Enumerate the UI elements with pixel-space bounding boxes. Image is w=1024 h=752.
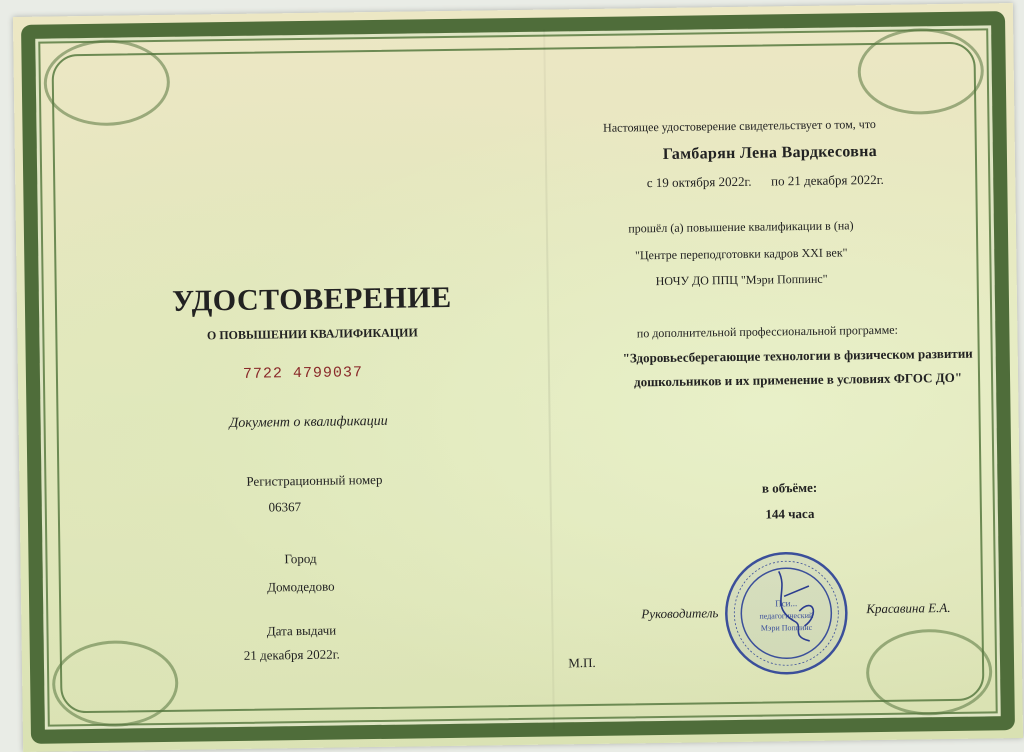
certificate <box>13 3 1023 752</box>
training-center: "Центре переподготовки кадров XXI век" <box>634 245 848 263</box>
signature <box>759 566 830 647</box>
volume-label: в объёме: <box>761 479 818 496</box>
signature-name: Красавина Е.А. <box>866 599 951 617</box>
svg-text:Пси...: Пси... <box>775 598 798 609</box>
signature-role: Руководитель <box>641 605 719 622</box>
svg-text:педагогический: педагогический <box>759 610 814 621</box>
serial-number: 7722 4799037 <box>242 364 364 383</box>
training-period: с 19 октября 2022г. по 21 декабря 2022г. <box>646 171 884 191</box>
certificate-subtitle: О ПОВЫШЕНИИ КВАЛИФИКАЦИИ <box>206 325 418 343</box>
passed-text: прошёл (а) повышение квалификации в (на) <box>628 218 854 236</box>
certificate-title: УДОСТОВЕРЕНИЕ <box>171 280 452 318</box>
intro-text: Настоящее удостоверение свидетельствует о том, что <box>603 116 876 135</box>
document-type: Документ о квалификации <box>229 413 388 432</box>
organization-name: НОЧУ ДО ППЦ "Мэри Поппинс" <box>655 271 828 289</box>
seal-mark: М.П. <box>568 654 596 671</box>
registration-label: Регистрационный номер <box>246 471 383 489</box>
program-title-line2: дошкольников и их применение в условиях ФГОС ДО" <box>634 369 963 390</box>
program-title-line1: "Здоровьесберегающие технологии в физическом развитии <box>622 345 973 366</box>
issue-date: 21 декабря 2022г. <box>243 646 340 663</box>
holder-name: Гамбарян Лена Вардкесовна <box>662 142 878 163</box>
issue-date-label: Дата выдачи <box>266 622 337 639</box>
registration-number: 06367 <box>268 499 302 515</box>
program-label: по дополнительной профессиональной программе: <box>636 322 898 341</box>
city-value: Домодедово <box>267 578 335 595</box>
hours-value: 144 часа <box>765 505 815 522</box>
city-label: Город <box>284 550 317 567</box>
svg-text:Мэри Поппинс: Мэри Поппинс <box>760 622 813 633</box>
